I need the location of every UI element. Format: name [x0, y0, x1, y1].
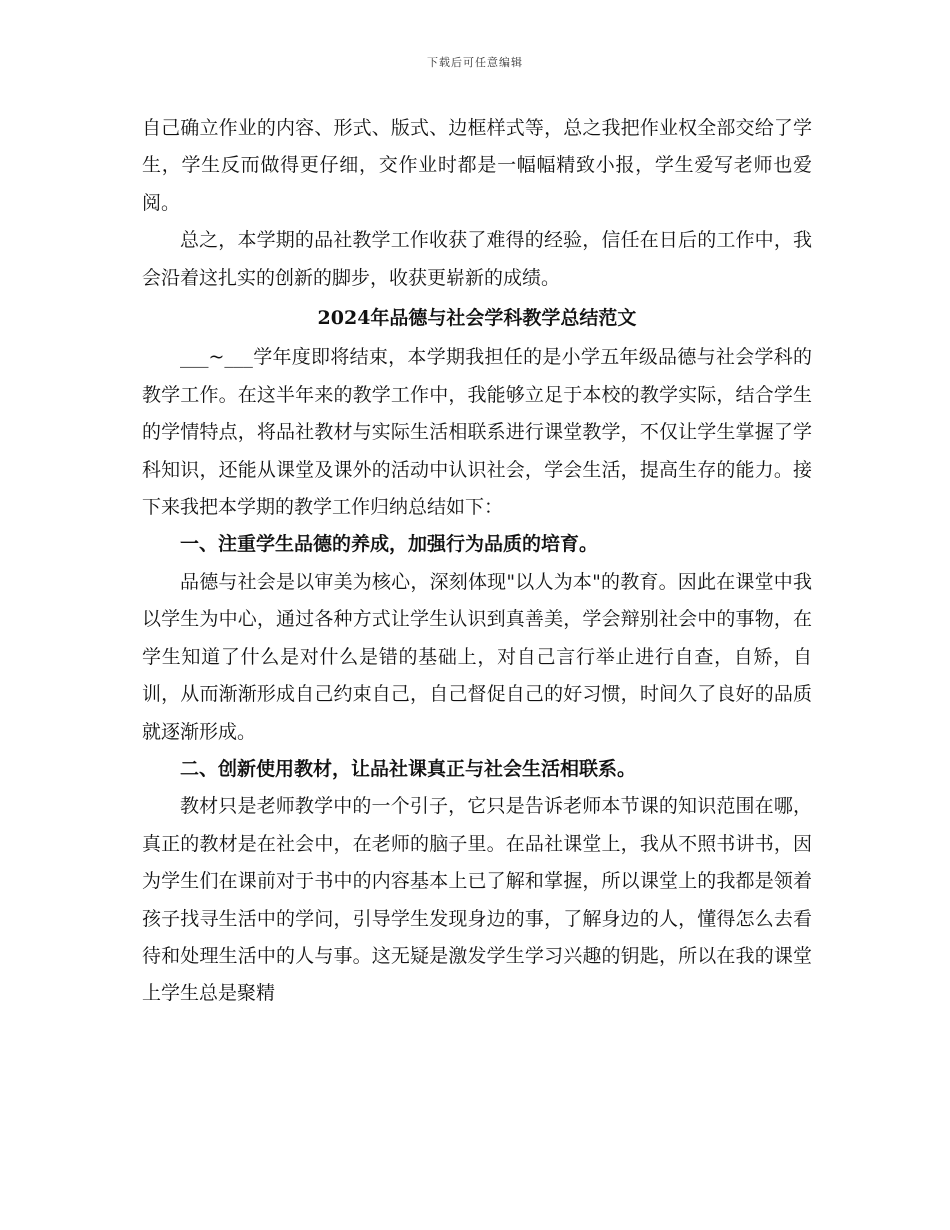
paragraph-section-2: 教材只是老师教学中的一个引子，它只是告诉老师本节课的知识范围在哪，真正的教材是在社会中，在老师的脑子里。在品社课堂上，我从不照书讲书，因为学生们在课前对于书中的内容基本上已了解和掌握，所以课堂上的我都是领着孩子找寻生活中的学问，引导学生发现身边的事，了解身边的人，懂得怎么去看待和处理生活中的人与事。这无疑是激发学生学习兴趣的钥匙，所以在我的课堂上学生总是聚精: [142, 795, 812, 1005]
section-heading-2: 二、创新使用教材，让品社课真正与社会生活相联系。: [180, 757, 637, 780]
paragraph-continuation: 自己确立作业的内容、形式、版式、边框样式等，总之我把作业权全部交给了学生，学生反而做得更仔细，交作业时都是一幅幅精致小报，学生爱写老师也爱阅。: [142, 117, 812, 214]
paragraph-section-1: 品德与社会是以审美为核心，深刻体现"以人为本"的教育。因此在课堂中我以学生为中心，通过各种方式让学生认识到真善美，学会辩别社会中的事物，在学生知道了什么是对什么是错的基础上，对自己言行举止进行自查，自矫，自训，从而渐渐形成自己约束自己，自己督促自己的好习惯，时间久了良好的品质就逐渐形成。: [142, 570, 812, 743]
paragraph-conclusion: 总之，本学期的品社教学工作收获了难得的经验，信任在日后的工作中，我会沿着这扎实的创新的脚步，收获更崭新的成绩。: [142, 229, 812, 289]
document-body: [142, 110, 812, 1013]
section-heading-1: 一、注重学生品德的养成，加强行为品质的培育。: [180, 533, 599, 556]
paragraph-intro: ___~___学年度即将结束，本学期我担任的是小学五年级品德与社会学科的教学工作。在这半年来的教学工作中，我能够立足于本校的教学实际，结合学生的学情特点，将品社教材与实际生活相联系进行课堂教学，不仅让学生掌握了学科知识，还能从课堂及课外的活动中认识社会，学会生活，提高生存的能力。接下来我把本学期的教学工作归纳总结如下：: [142, 346, 812, 519]
article-title: 2024年品德与社会学科教学总结范文: [317, 307, 637, 330]
header-note: 下载后可任意编辑: [427, 56, 523, 69]
